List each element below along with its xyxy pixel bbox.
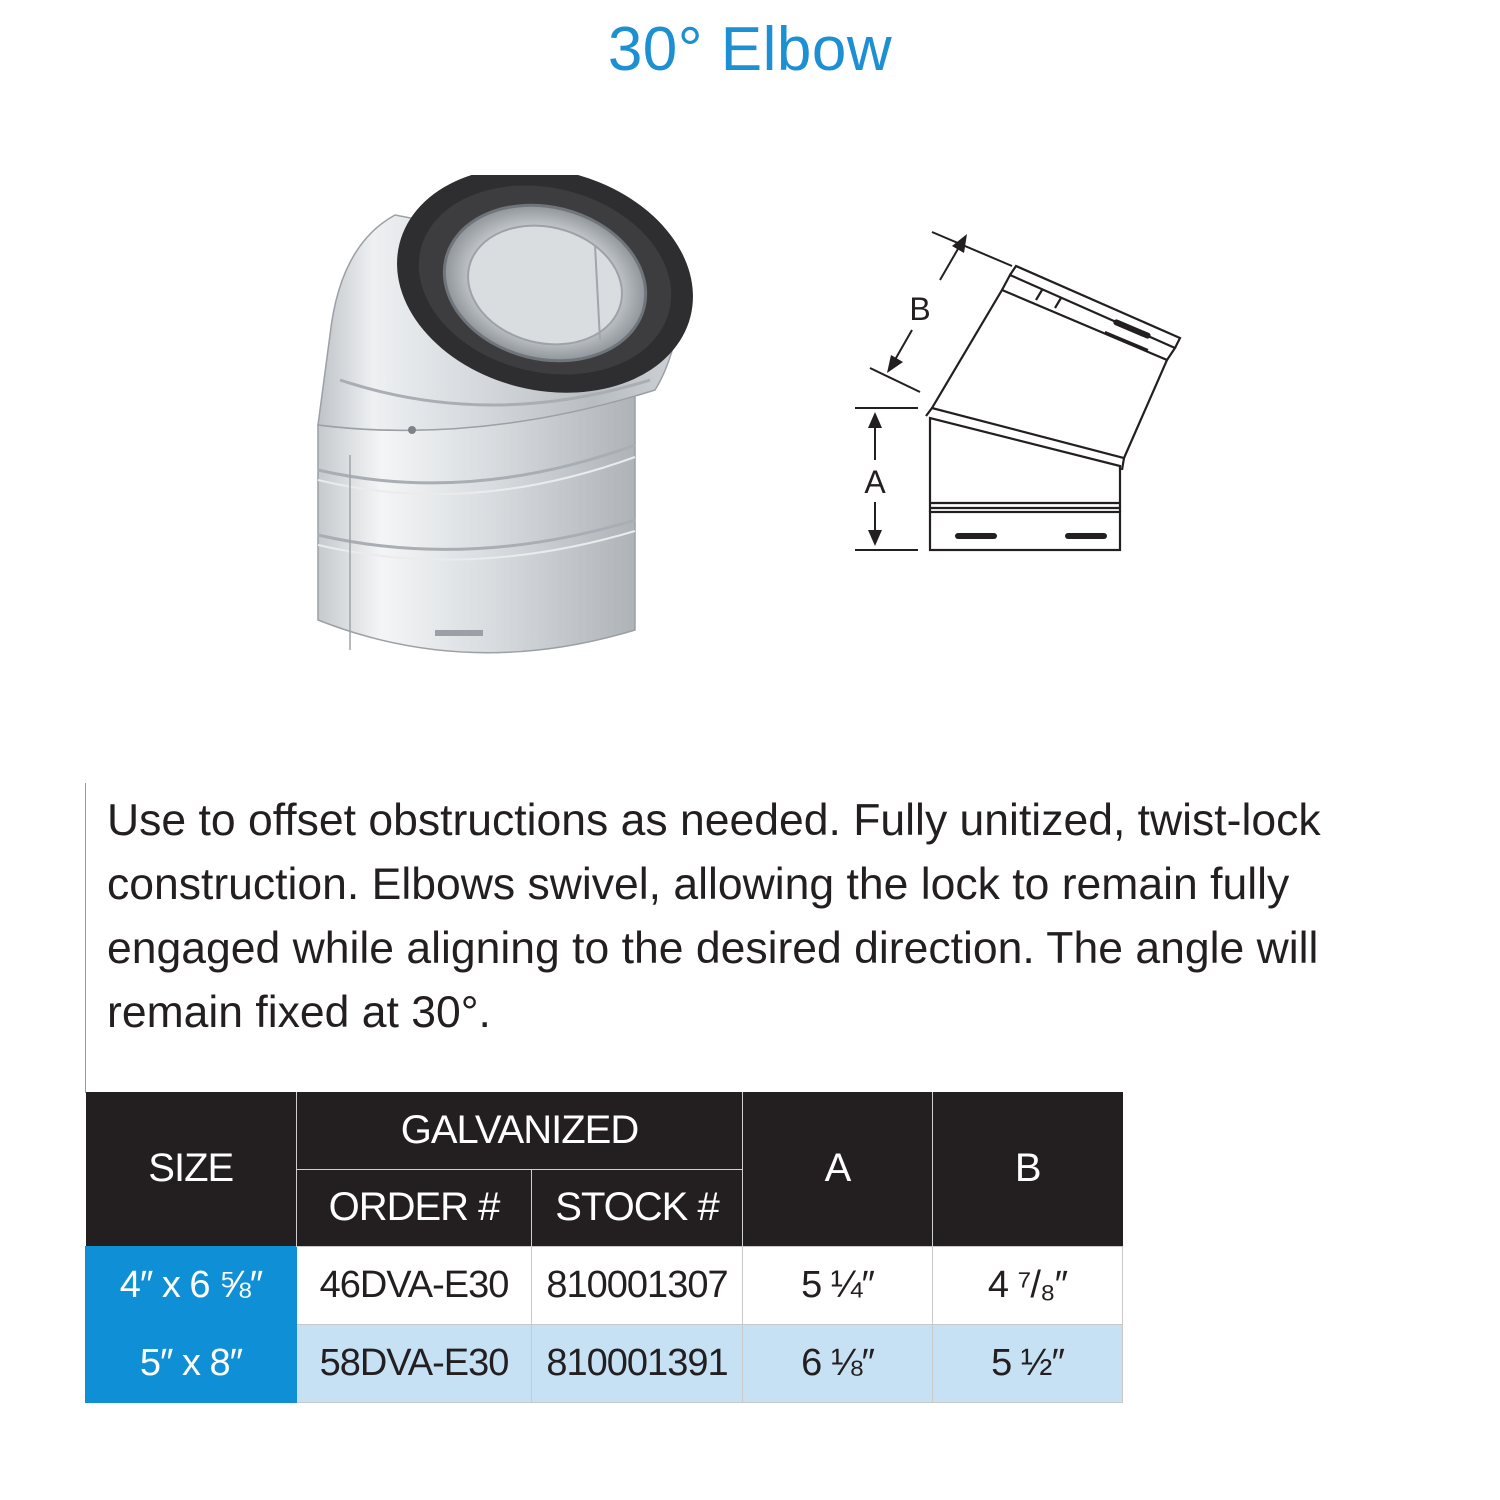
a-cell: 5 ¼″ <box>743 1246 933 1324</box>
a-cell: 6 ⅛″ <box>743 1324 933 1402</box>
b-cell: 5 ½″ <box>933 1324 1123 1402</box>
left-rule <box>85 783 86 1093</box>
header-size: SIZE <box>86 1092 297 1246</box>
page-title: 30° Elbow <box>607 15 893 84</box>
elbow-dimension-diagram <box>840 220 1200 565</box>
dimension-b-label: B <box>909 291 931 327</box>
spec-table <box>85 1092 1123 1403</box>
header-stock: STOCK # <box>532 1169 743 1246</box>
stock-cell: 810001391 <box>532 1324 743 1402</box>
order-cell: 58DVA-E30 <box>297 1324 532 1402</box>
header-order: ORDER # <box>297 1169 532 1246</box>
stock-cell: 810001307 <box>532 1246 743 1324</box>
table-row <box>86 1246 1123 1324</box>
size-cell: 4″ x 6 ⅝″ <box>86 1246 297 1324</box>
table-row <box>86 1324 1123 1402</box>
header-a: A <box>743 1092 933 1246</box>
b-cell: 4 ⁷/₈″ <box>933 1246 1123 1324</box>
header-galvanized: GALVANIZED <box>297 1092 743 1169</box>
order-cell: 46DVA-E30 <box>297 1246 532 1324</box>
product-description: Use to offset obstructions as needed. Fully unitized, twist-lock construction. Elbows swivel, allowing the lock to remain fully engaged while aligning to the desired direction. The angle will remain fixed at 30°. <box>107 796 1321 1037</box>
header-b: B <box>933 1092 1123 1246</box>
dimension-a-label: A <box>864 464 886 500</box>
elbow-product-photo <box>300 175 720 670</box>
size-cell: 5″ x 8″ <box>86 1324 297 1402</box>
